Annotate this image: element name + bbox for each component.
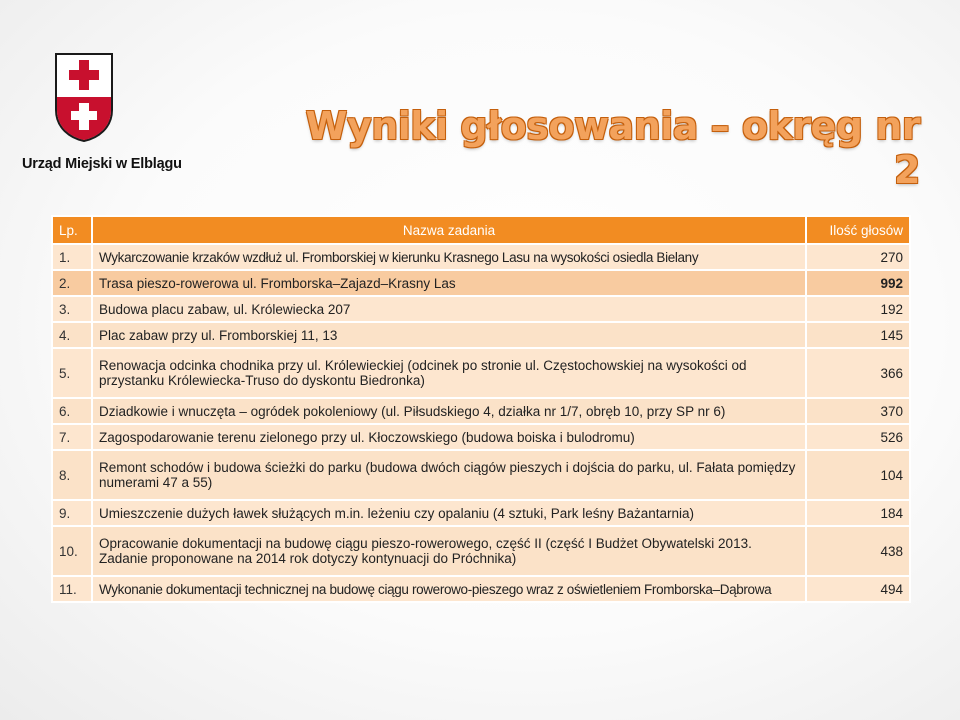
table-row (52, 348, 910, 398)
row-number: 6. (52, 398, 92, 424)
column-header-votes: Ilość głosów (806, 216, 910, 244)
task-name: Budowa placu zabaw, ul. Królewiecka 207 (92, 296, 806, 322)
vote-count: 992 (806, 270, 910, 296)
vote-count: 270 (806, 244, 910, 270)
row-number: 11. (52, 576, 92, 602)
table-row (52, 500, 910, 526)
table-header-row (52, 216, 910, 244)
office-name: Urząd Miejski w Elblągu (22, 156, 182, 172)
table-row (52, 398, 910, 424)
task-name: Remont schodów i budowa ścieżki do parku (budowa dwóch ciągów pieszych i dojścia do parku, ul. Fałata pomiędzy numerami 47 a 55) (92, 450, 806, 500)
table-row (52, 450, 910, 500)
row-number: 4. (52, 322, 92, 348)
table-row (52, 244, 910, 270)
table-row (52, 322, 910, 348)
elblag-coat-of-arms-icon (54, 52, 114, 142)
task-name: Wykonanie dokumentacji technicznej na budowę ciągu rowerowo-pieszego wraz z oświetleniem Fromborska–Dąbrowa (92, 576, 806, 602)
column-header-number: Lp. (52, 216, 92, 244)
row-number: 9. (52, 500, 92, 526)
row-number: 10. (52, 526, 92, 576)
task-name: Plac zabaw przy ul. Fromborskiej 11, 13 (92, 322, 806, 348)
table-row (52, 424, 910, 450)
vote-count: 370 (806, 398, 910, 424)
vote-count: 494 (806, 576, 910, 602)
vote-count: 184 (806, 500, 910, 526)
row-number: 3. (52, 296, 92, 322)
task-name: Dziadkowie i wnuczęta – ogródek pokoleniowy (ul. Piłsudskiego 4, działka nr 1/7, obręb 10, przy SP nr 6) (92, 398, 806, 424)
row-number: 5. (52, 348, 92, 398)
table-row (52, 296, 910, 322)
column-header-task-name: Nazwa zadania (92, 216, 806, 244)
row-number: 7. (52, 424, 92, 450)
task-name: Umieszczenie dużych ławek służących m.in. leżeniu czy opalaniu (4 sztuki, Park leśny Bażantarnia) (92, 500, 806, 526)
vote-count: 104 (806, 450, 910, 500)
task-name: Trasa pieszo-rowerowa ul. Fromborska–Zajazd–Krasny Las (92, 270, 806, 296)
vote-count: 192 (806, 296, 910, 322)
results-table (51, 215, 911, 603)
row-number: 8. (52, 450, 92, 500)
task-name: Wykarczowanie krzaków wzdłuż ul. Fromborskiej w kierunku Krasnego Lasu na wysokości osiedla Bielany (92, 244, 806, 270)
page-title: Wyniki głosowania – okręg nr 2 (305, 104, 920, 192)
task-name: Opracowanie dokumentacji na budowę ciągu pieszo-rowerowego, część II (część I Budżet Obywatelski 2013. Zadanie proponowane na 2014 rok dotyczy kontynuacji do Próchnika) (92, 526, 806, 576)
table-row (52, 526, 910, 576)
row-number: 1. (52, 244, 92, 270)
table-row-winner (52, 270, 910, 296)
table-row (52, 576, 910, 602)
vote-count: 145 (806, 322, 910, 348)
row-number: 2. (52, 270, 92, 296)
vote-count: 438 (806, 526, 910, 576)
task-name: Zagospodarowanie terenu zielonego przy ul. Kłoczowskiego (budowa boiska i bulodromu) (92, 424, 806, 450)
vote-count: 366 (806, 348, 910, 398)
vote-count: 526 (806, 424, 910, 450)
task-name: Renowacja odcinka chodnika przy ul. Królewieckiej (odcinek po stronie ul. Częstochowskiej na wysokości od przystanku Królewiecka-Truso do dyskontu Biedronka) (92, 348, 806, 398)
